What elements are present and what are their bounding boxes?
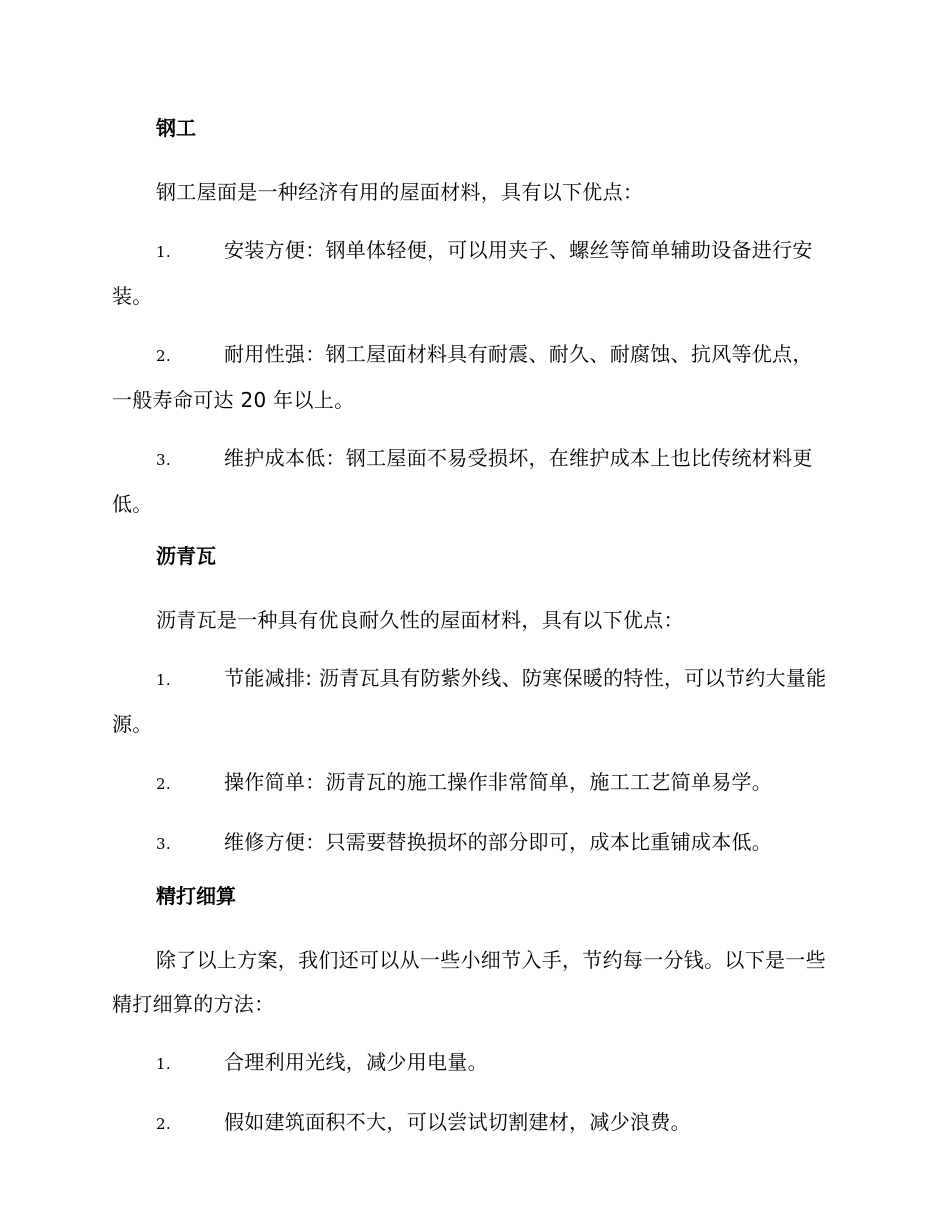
list-item [112, 1040, 832, 1086]
list-item [112, 760, 832, 806]
list-item [112, 656, 832, 746]
list-text: 假如建筑面积不大，可以尝试切割建材，减少浪费。 [224, 1110, 691, 1134]
section-intro: 钢工屋面是一种经济有用的屋面材料，具有以下优点： [156, 180, 644, 204]
list-text: 节能减排: 沥青瓦具有防紫外线、防寒保暖的特性，可以节约大量能源。 [112, 666, 827, 736]
list-number: 1. [156, 1055, 171, 1073]
list-text: 耐用性强：钢工屋面材料具有耐震、耐久、耐腐蚀、抗风等优点，一般寿命可达 20 年以上。 [112, 342, 813, 412]
list-item [112, 1100, 832, 1146]
list-text: 安装方便：钢单体轻便，可以用夹子、螺丝等简单辅助设备进行安装。 [112, 238, 813, 308]
list-item [112, 332, 832, 422]
list-number: 1. [156, 243, 171, 261]
section-heading: 钢工 [156, 116, 196, 140]
list-number: 2. [156, 1115, 171, 1133]
list-text: 操作简单：沥青瓦的施工操作非常简单，施工工艺简单易学。 [224, 770, 773, 794]
list-text: 合理利用光线，减少用电量。 [224, 1050, 488, 1074]
list-number: 1. [156, 671, 171, 689]
section-heading: 沥青瓦 [156, 544, 216, 568]
list-number: 2. [156, 775, 171, 793]
section-intro: 除了以上方案，我们还可以从一些小细节入手，节约每一分钱。以下是一些精打细算的方法： [112, 948, 826, 1016]
list-item [112, 820, 832, 866]
section-heading: 精打细算 [156, 884, 236, 908]
list-number: 3. [156, 835, 171, 853]
list-text: 维修方便：只需要替换损坏的部分即可，成本比重铺成本低。 [224, 830, 773, 854]
list-item [112, 228, 832, 318]
list-number: 2. [156, 347, 171, 365]
list-text: 维护成本低：钢工屋面不易受损坏，在维护成本上也比传统材料更低。 [112, 446, 813, 516]
list-item [112, 436, 832, 526]
section-intro: 沥青瓦是一种具有优良耐久性的屋面材料，具有以下优点： [156, 608, 684, 632]
list-number: 3. [156, 451, 171, 469]
